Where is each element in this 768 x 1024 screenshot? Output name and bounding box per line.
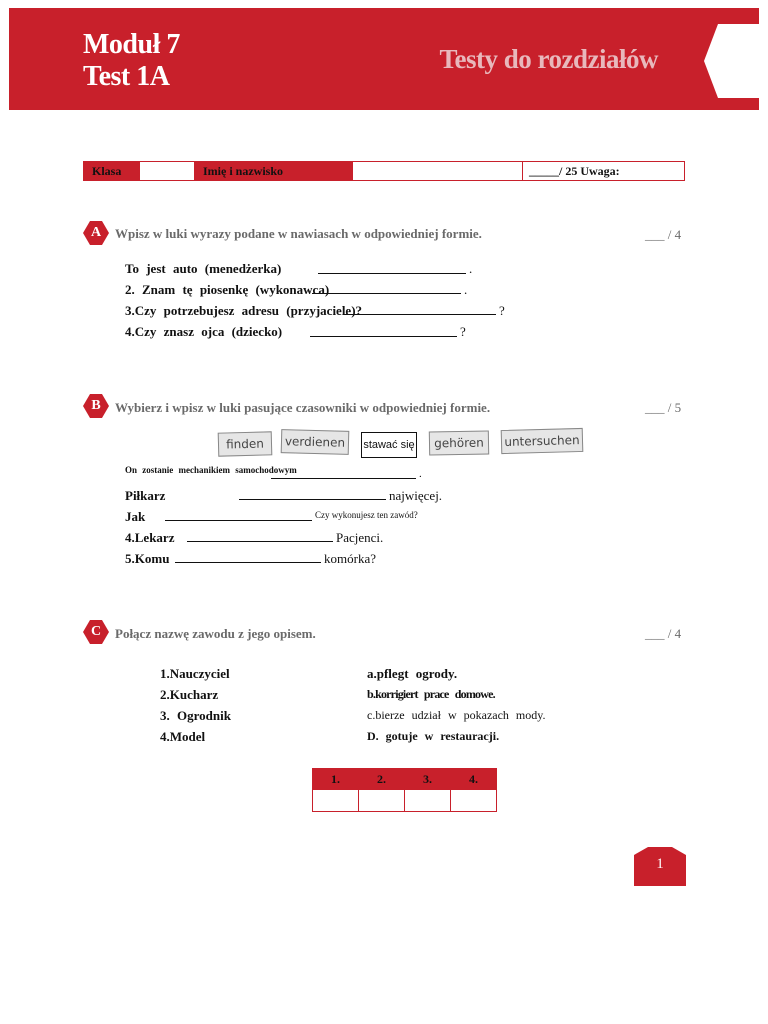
- module-title: Moduł 7: [83, 29, 180, 60]
- b-answer-2[interactable]: [239, 485, 386, 500]
- b-item-5-end: komórka?: [324, 551, 376, 566]
- c-left-3: 3. Ogrodnik: [160, 708, 231, 723]
- b-item-4: 4.Lekarz: [125, 530, 175, 545]
- class-field[interactable]: [139, 162, 194, 180]
- section-c-letter: C: [90, 624, 102, 639]
- name-field[interactable]: [352, 162, 522, 180]
- word-bank-untersuchen[interactable]: untersuchen: [501, 428, 584, 454]
- answer-cell-3[interactable]: [405, 790, 451, 812]
- answer-header-3: 3.: [405, 769, 451, 790]
- a-item-3: 3.Czy potrzebujesz adresu (przyjaciele)?: [125, 303, 363, 318]
- c-left-4: 4.Model: [160, 729, 206, 744]
- b-item-4-end: Pacjenci.: [336, 530, 384, 545]
- word-bank-stawac-sie[interactable]: stawać się: [361, 432, 417, 458]
- section-a-score: ___ / 4: [645, 227, 682, 242]
- a-item-1: To jest auto (menedżerka): [125, 261, 282, 276]
- section-c-instruction: Połącz nazwę zawodu z jego opisem.: [115, 626, 316, 641]
- a-item-4-end: ?: [460, 324, 466, 339]
- word-bank-finden[interactable]: finden: [218, 431, 273, 456]
- name-label: Imię i nazwisko: [194, 162, 352, 180]
- a-item-3-end: ?: [499, 303, 505, 318]
- answer-table: [312, 768, 497, 812]
- a-item-2-end: .: [464, 282, 468, 297]
- section-a-letter: A: [90, 225, 102, 240]
- b-answer-4[interactable]: [187, 527, 333, 542]
- c-left-2: 2.Kucharz: [160, 687, 219, 702]
- section-a-instruction: Wpisz w luki wyrazy podane w nawiasach w odpowiedniej formie.: [115, 226, 482, 241]
- b-item-2: Piłkarz: [125, 488, 166, 503]
- score-remarks: _____/ 25 Uwaga:: [522, 162, 684, 180]
- a-item-2: 2. Znam tę piosenkę (wykonawca): [125, 282, 330, 297]
- b-item-3: Jak: [125, 509, 146, 524]
- section-c-score: ___ / 4: [645, 626, 682, 641]
- answer-header-4: 4.: [451, 769, 497, 790]
- a-answer-2[interactable]: [312, 279, 461, 294]
- student-info-bar: [83, 161, 685, 181]
- a-answer-3[interactable]: [344, 300, 496, 315]
- b-item-5: 5.Komu: [125, 551, 170, 566]
- c-right-c: c.bierze udział w pokazach mody.: [367, 708, 546, 722]
- a-item-1-end: .: [469, 261, 473, 276]
- section-b-letter: B: [91, 398, 101, 413]
- word-bank-gehoren[interactable]: gehören: [429, 430, 489, 455]
- answer-header-2: 2.: [359, 769, 405, 790]
- answer-cell-4[interactable]: [451, 790, 497, 812]
- page-number: 1: [656, 856, 664, 872]
- answer-cell-2[interactable]: [359, 790, 405, 812]
- c-right-b: b.korrigiert prace domowe.: [367, 687, 495, 701]
- b-answer-5[interactable]: [175, 548, 321, 563]
- b-item-1-end: .: [419, 468, 422, 480]
- section-b-instruction: Wybierz i wpisz w luki pasujące czasowniki w odpowiedniej formie.: [115, 400, 491, 415]
- a-answer-4[interactable]: [310, 322, 457, 337]
- b-item-3-end: Czy wykonujesz ten zawód?: [315, 510, 418, 520]
- b-item-1: On zostanie mechanikiem samochodowym: [125, 465, 297, 475]
- header-tab-shape: [704, 24, 768, 98]
- b-answer-3[interactable]: [165, 506, 312, 521]
- c-right-d: D. gotuje w restauracji.: [367, 729, 500, 743]
- answer-cell-1[interactable]: [313, 790, 359, 812]
- a-answer-1[interactable]: [318, 259, 466, 274]
- b-item-2-end: najwięcej.: [389, 488, 443, 503]
- b-answer-1[interactable]: [271, 463, 416, 479]
- section-b-score: ___ / 5: [645, 400, 682, 415]
- word-bank-verdienen[interactable]: verdienen: [281, 429, 350, 455]
- class-label: Klasa: [84, 162, 139, 180]
- test-title: Test 1A: [83, 61, 170, 92]
- answer-header-1: 1.: [313, 769, 359, 790]
- c-left-1: 1.Nauczyciel: [160, 666, 230, 681]
- a-item-4: 4.Czy znasz ojca (dziecko): [125, 324, 283, 339]
- c-right-a: a.pflegt ogrody.: [367, 666, 458, 681]
- section-title: Testy do rozdziałów: [439, 44, 658, 74]
